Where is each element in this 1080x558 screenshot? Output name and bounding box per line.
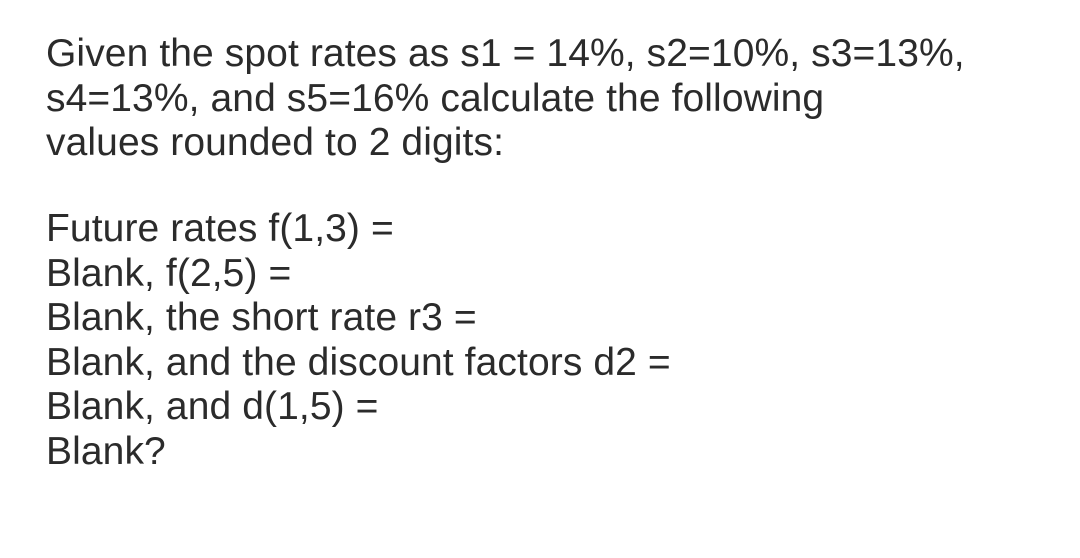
- question-line-discount-factor-d2: Blank, and the discount factors d2 =: [46, 340, 671, 384]
- problem-statement: [46, 32, 965, 166]
- problem-statement-line: values rounded to 2 digits:: [46, 121, 504, 164]
- question-line-short-rate-r3: Blank, the short rate r3 =: [46, 296, 477, 339]
- problem-statement-line: Given the spot rates as s1 = 14%, s2=10%, s3=13%,: [46, 32, 965, 75]
- question-line-discount-factor-1-5: Blank, and d(1,5) =: [46, 385, 379, 428]
- question-line-future-rate-1-3: Future rates f(1,3) =: [46, 207, 394, 250]
- question-list: [46, 207, 671, 474]
- question-line-future-rate-2-5: Blank, f(2,5) =: [46, 251, 292, 295]
- problem-statement-line: s4=13%, and s5=16% calculate the following: [46, 76, 825, 120]
- question-line-final-blank: Blank?: [46, 429, 166, 473]
